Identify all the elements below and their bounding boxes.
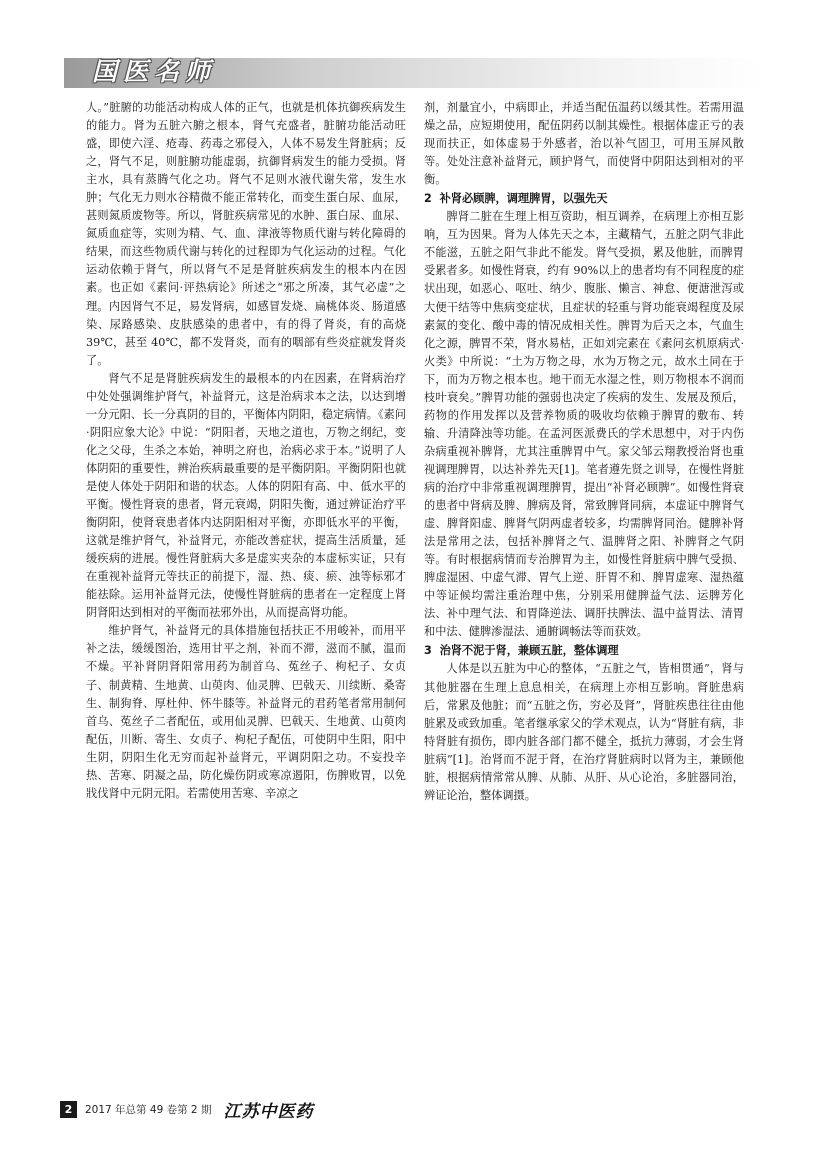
journal-logo: 江苏中医药 (223, 1101, 314, 1122)
section-heading-text: 补肾必顾脾，调理脾胃，以强先天 (439, 192, 608, 206)
section-heading-number: 2 (424, 192, 432, 206)
page-number: 2 (60, 1101, 77, 1118)
page-footer (60, 1099, 314, 1122)
section-heading (424, 190, 744, 208)
right-column (424, 99, 744, 1079)
section-heading-text: 治肾不泥于肾，兼顾五脏，整体调理 (439, 644, 619, 658)
body-paragraph: 肾气不足是肾脏疾病发生的最根本的内在因素，在肾病治疗中处处强调维护肾气，补益肾元，这是治病求本之法，以达到增一分元阳、长一分真阴的目的，平衡体内阴阳，稳定病情。《素问·阴阳应象大论》中说：“阴阳者，天地之道也，万物之纲纪，变化之父母，生杀之本始，神明之府也，治病必求于本。”说明了人体阴阳的重要性，辨治疾病最重要的是平衡阴阳。平衡阴阳也就是使人体处于阴阳和谐的状态。人体的阴阳有高、中、低水平的平衡。慢性肾衰的患者，肾元衰竭，阴阳失衡，通过辨证治疗平衡阴阳，使肾衰患者体内达阴阳相对平衡，亦即低水平的平衡，这就是维护肾气，补益肾元，亦能改善症状，提高生活质量，延缓疾病的进展。慢性肾脏病大多是虚实夹杂的本虚标实证，只有在重视补益肾元等扶正的前提下，湿、热、痰、瘀、浊等标邪才能祛除。运用补益肾元法，使慢性肾脏病的患者在一定程度上肾阴肾阳达到相对的平衡而祛邪外出，从而提高肾功能。 (86, 371, 406, 620)
section-heading (424, 642, 744, 660)
body-paragraph: 剂，剂量宜小，中病即止，并适当配伍温药以缓其性。若需用温燥之品，应短期使用，配伍阴药以制其燥性。根据体虚正亏的表现而扶正，如体虚易于外感者，治以补气固卫，可用玉屏风散等。处处注意补益肾元，顾护肾气，而使肾中阴阳达到相对的平衡。 (424, 101, 744, 187)
body-paragraph: 人体是以五脏为中心的整体，“五脏之气，皆相贯通”，肾与其他脏器在生理上息息相关，在病理上亦相互影响。肾脏患病后，常累及他脏；而“五脏之伤，穷必及肾”，肾脏疾患往往由他脏累及或致加重。笔者继承家父的学术观点，认为“肾脏有病，非特肾脏有损伤，即内脏各部门都不健全，抵抗力薄弱，才会生肾脏病”[1]。治肾而不泥于肾，在治疗肾脏病时以肾为主，兼顾他脏，根据病情常常从脾、从肺、从肝、从心论治，多脏器同治，辨证论治，整体调摄。 (424, 662, 744, 802)
body-paragraph: 人。”脏腑的功能活动构成人体的正气，也就是机体抗御疾病发生的能力。肾为五脏六腑之根本，肾气充盛者，脏腑功能活动旺盛，即使六淫、疮毒、药毒之邪侵入，人体不易发生肾脏病；反之，肾气不足，则脏腑功能虚弱，抗御肾病发生的能力受损。肾主水，具有蒸腾气化之功。肾气不足则水液代谢失常，发生水肿；气化无力则水谷精微不能正常转化，而变生蛋白尿、血尿，甚则氮质废物等。所以，肾脏疾病常见的水肿、蛋白尿、血尿、氮质血症等，实则为精、气、血、津液等物质代谢与转化障碍的结果，而这些物质代谢与转化的过程即为气化运动的过程。气化运动依赖于肾气，所以肾气不足是肾脏疾病发生的根本内在因素。也正如《素问·评热病论》所述之“邪之所凑，其气必虚”之理。内因肾气不足，易发肾病，如感冒发烧、扁桃体炎、肠道感染、尿路感染、皮肤感染的患者中，有的得了肾炎，有的高烧 39℃，甚至 40℃，都不发肾炎，而有的咽部有些炎症就发肾炎了。 (86, 101, 406, 367)
left-column (86, 99, 406, 1079)
section-title: 国医名师 (92, 57, 217, 86)
body-paragraph: 维护肾气，补益肾元的具体措施包括扶正不用峻补，而用平补之法，缓缓图治，选用甘平之剂，补而不滞，滋而不腻，温而不燥。平补肾阴肾阳常用药为制首乌、菟丝子、枸杞子、女贞子、制黄精、生地黄、山萸肉、仙灵脾、巴戟天、川续断、桑寄生、制狗脊、厚杜仲、怀牛膝等。补益肾元的君药笔者常用制何首乌、菟丝子二者配伍，或用仙灵脾、巴戟天、生地黄、山萸肉配伍，川断、寄生、女贞子、枸杞子配伍，可使阴中生阳，阳中生阴，阴阳生化无穷而起补益肾元，平调阴阳之功。不妄投辛热、苦寒、阴凝之品，防化燥伤阴或寒凉遏阳，伤脾败胃，以免戕伐肾中元阴元阳。若需使用苦寒、辛凉之 (86, 624, 406, 800)
body-paragraph: 脾肾二脏在生理上相互资助，相互调养，在病理上亦相互影响，互为因果。肾为人体先天之本，主藏精气，五脏之阴气非此不能滋，五脏之阳气非此不能发。肾气受损，累及他脏，而脾胃受累者多。如慢性肾衰，约有 90%以上的患者均有不同程度的症状出现，如恶心、呕吐、纳少、腹胀、懒言、神怠、便溏泄泻或大便干结等中焦病变症状，且症状的轻重与肾功能衰竭程度及尿素氮的变化、酸中毒的情况成相关性。脾胃为后天之本，气血生化之源，脾胃不荣，肾水易枯，正如刘完素在《素问玄机原病式·火类》中所说：“土为万物之母，水为万物之元，故水土同在于下，而为万物之根本也。地干而无水湿之性，则万物根本不润而枝叶衰矣。”脾胃功能的强弱也决定了疾病的发生、发展及预后，药物的作用发挥以及营养物质的吸收均依赖于脾胃的敷布、转输、升清降浊等功能。在孟河医派费氏的学术思想中，对于内伤杂病重视补脾肾，尤其注重脾胃中气。家父邹云翔教授治肾也重视调理脾胃，以达补养先天[1]。笔者遵先贤之训导，在慢性肾脏病的治疗中非常重视调理脾胃，提出“补肾必顾脾”。如慢性肾衰的患者中肾病及脾、脾病及肾，常致脾肾同病，本虚证中脾肾气虚、脾肾阳虚、脾肾气阴两虚者较多，均需脾肾同治。健脾补肾法是常用之法，包括补脾肾之气、温脾肾之阳、补脾肾之气阴等。有时根据病情而专治脾胃为主，如慢性肾脏病中脾气受损、脾虚湿困、中虚气滞、胃气上逆、肝胃不和、脾胃虚寒、湿热蕴中等证候均需注重治理中焦，分别采用健脾益气法、运脾芳化法、补中理气法、和胃降逆法、调肝扶脾法、温中益胃法、清胃和中法、健脾渗湿法、通腑调畅法等而获效。 (424, 210, 744, 639)
issue-info: 2017 年总第 49 卷第 2 期 (85, 1103, 212, 1116)
section-heading-number: 3 (424, 644, 432, 658)
